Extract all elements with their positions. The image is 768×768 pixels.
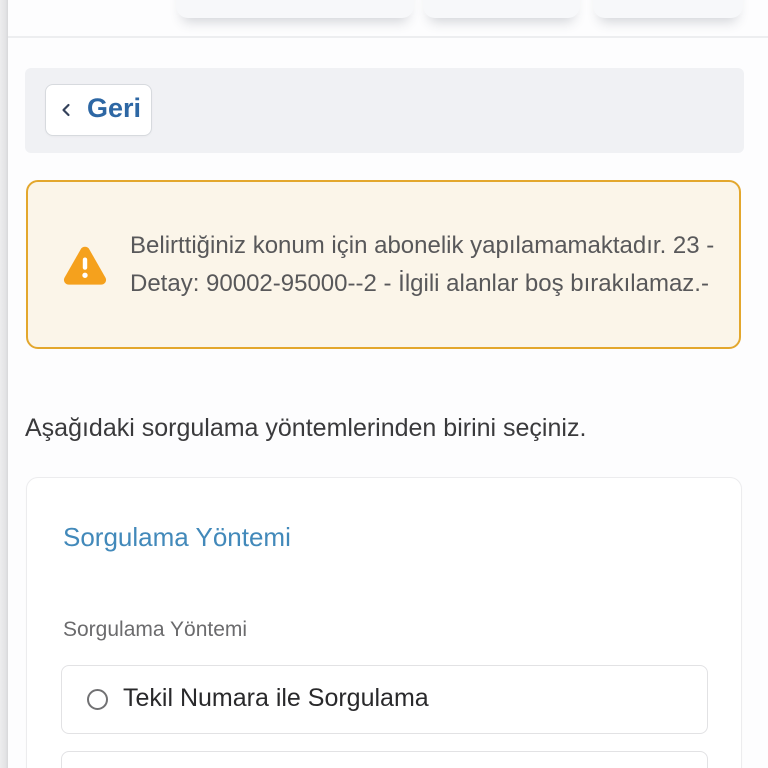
page-edge-gutter [0,0,8,768]
warning-triangle-icon [62,242,108,288]
field-label: Sorgulama Yöntemi [63,618,248,641]
radio-unchecked-icon[interactable] [87,689,108,710]
chevron-left-icon [56,100,76,120]
option-tekil-numara[interactable] [61,665,708,734]
cropped-card-3[interactable] [593,0,743,18]
instruction-text: Aşağıdaki sorgulama yöntemlerinden birini seçiniz. [25,414,587,442]
alert-message: Belirttiğiniz konum için abonelik yapılamamaktadır. 23 - Detay: 90002-95000--2 - İlgili alanlar boş bırakılamaz.- [130,231,715,297]
card-title: Sorgulama Yöntemi [63,522,291,552]
option-cropped[interactable] [61,751,708,768]
query-method-card [26,477,742,768]
option-label: Tekil Numara ile Sorgulama [123,684,429,712]
warning-alert [26,180,741,349]
back-button[interactable] [45,84,152,136]
cropped-card-2[interactable] [423,0,580,18]
back-panel [25,68,744,153]
section-divider [0,36,768,38]
back-button-label: Geri [86,93,142,123]
cropped-card-1[interactable] [176,0,414,18]
